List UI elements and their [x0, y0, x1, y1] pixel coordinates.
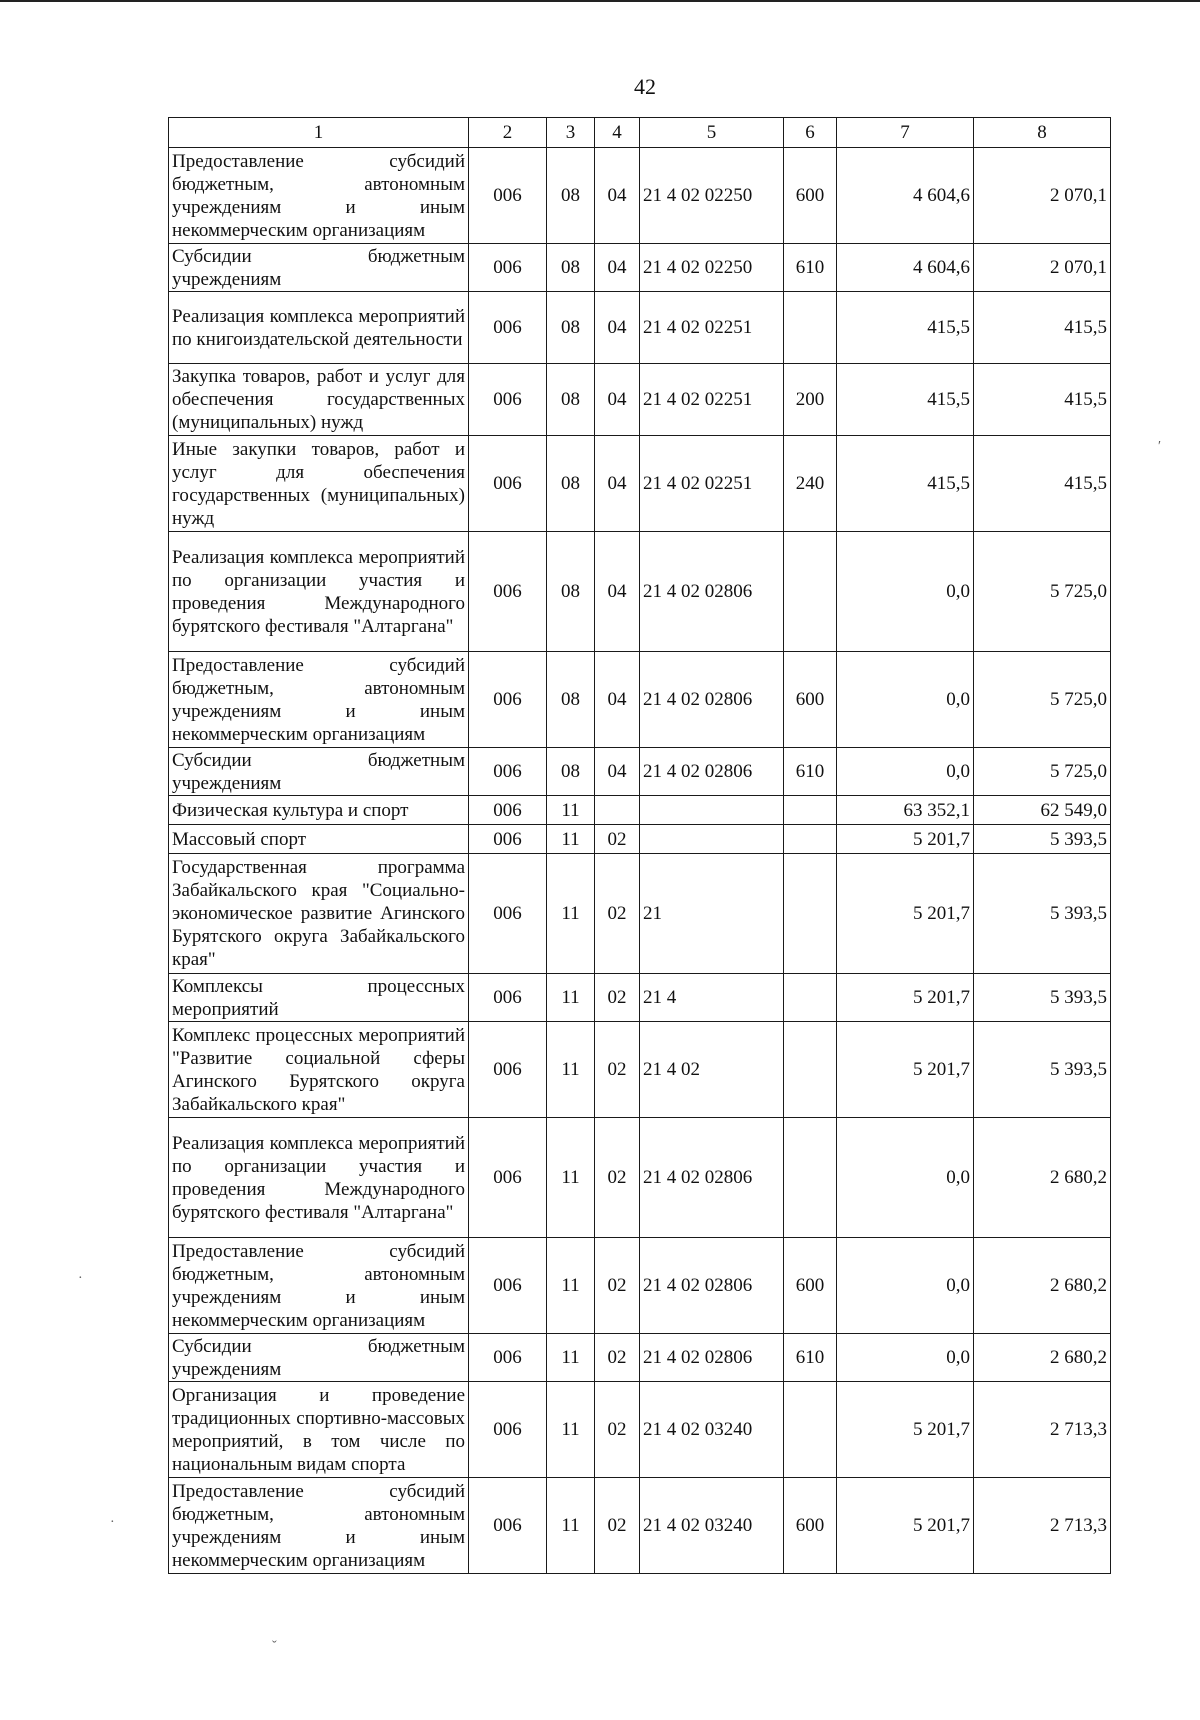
- amount-cell: 5 201,7: [837, 1382, 974, 1478]
- expense-type-cell: 600: [784, 652, 837, 748]
- amount-cell: 5 725,0: [974, 652, 1111, 748]
- amount-cell: 2 713,3: [974, 1478, 1111, 1574]
- section-cell: 11: [547, 974, 595, 1022]
- subsection-cell: 02: [595, 825, 640, 854]
- code-cell: 006: [469, 148, 547, 244]
- expense-type-cell: 200: [784, 364, 837, 436]
- target-article-cell: 21 4 02 02806: [640, 1334, 784, 1382]
- row-name-cell: Иные закупки товаров, работ и услуг для обеспечения государственных (муниципальных) нужд: [169, 436, 469, 532]
- amount-cell: 5 725,0: [974, 532, 1111, 652]
- amount-cell: 415,5: [837, 292, 974, 364]
- target-article-cell: 21 4 02: [640, 1022, 784, 1118]
- row-name-cell: Предоставление субсидий бюджетным, автономным учреждениям и иным некоммерческим организациям: [169, 148, 469, 244]
- section-cell: 11: [547, 1118, 595, 1238]
- amount-cell: 5 201,7: [837, 974, 974, 1022]
- amount-cell: 2 713,3: [974, 1382, 1111, 1478]
- column-header: 5: [640, 118, 784, 148]
- table-body: [169, 118, 1111, 1574]
- row-name-cell: Государственная программа Забайкальского края "Социально-экономическое развитие Агинского Бурятского округа Забайкальского края": [169, 854, 469, 974]
- budget-table: [168, 117, 1111, 1574]
- target-article-cell: 21 4 02 02251: [640, 436, 784, 532]
- target-article-cell: 21 4 02 02806: [640, 1118, 784, 1238]
- target-article-cell: [640, 825, 784, 854]
- table-row: [169, 1334, 1111, 1382]
- row-name-cell: Реализация комплекса мероприятий по организации участия и проведения Международного бурятского фестиваля "Алтаргана": [169, 532, 469, 652]
- row-name-cell: Комплекс процессных мероприятий "Развитие социальной сферы Агинского Бурятского округа Забайкальского края": [169, 1022, 469, 1118]
- section-cell: 08: [547, 244, 595, 292]
- table-row: [169, 748, 1111, 796]
- subsection-cell: 02: [595, 1382, 640, 1478]
- expense-type-cell: 610: [784, 748, 837, 796]
- row-name-cell: Реализация комплекса мероприятий по книгоиздательской деятельности: [169, 292, 469, 364]
- subsection-cell: 02: [595, 1238, 640, 1334]
- amount-cell: 0,0: [837, 1334, 974, 1382]
- code-cell: 006: [469, 854, 547, 974]
- row-name-cell: Субсидии бюджетным учреждениям: [169, 748, 469, 796]
- table-row: [169, 532, 1111, 652]
- code-cell: 006: [469, 1118, 547, 1238]
- table-row: [169, 148, 1111, 244]
- amount-cell: 5 201,7: [837, 825, 974, 854]
- target-article-cell: [640, 796, 784, 825]
- subsection-cell: 04: [595, 364, 640, 436]
- code-cell: 006: [469, 1382, 547, 1478]
- subsection-cell: 04: [595, 748, 640, 796]
- table-row: [169, 796, 1111, 825]
- code-cell: 006: [469, 652, 547, 748]
- amount-cell: 0,0: [837, 1238, 974, 1334]
- table-row: [169, 974, 1111, 1022]
- expense-type-cell: 240: [784, 436, 837, 532]
- amount-cell: 4 604,6: [837, 244, 974, 292]
- expense-type-cell: 610: [784, 1334, 837, 1382]
- column-number-row: [169, 118, 1111, 148]
- subsection-cell: 02: [595, 1118, 640, 1238]
- scan-speck: ·: [78, 1271, 83, 1286]
- subsection-cell: 04: [595, 292, 640, 364]
- column-header: 8: [974, 118, 1111, 148]
- code-cell: 006: [469, 244, 547, 292]
- section-cell: 11: [547, 854, 595, 974]
- subsection-cell: 04: [595, 148, 640, 244]
- section-cell: 11: [547, 825, 595, 854]
- row-name-cell: Комплексы процессных мероприятий: [169, 974, 469, 1022]
- subsection-cell: 02: [595, 854, 640, 974]
- row-name-cell: Организация и проведение традиционных спортивно-массовых мероприятий, в том числе по национальным видам спорта: [169, 1382, 469, 1478]
- code-cell: 006: [469, 1334, 547, 1382]
- column-header: 2: [469, 118, 547, 148]
- amount-cell: 2 070,1: [974, 244, 1111, 292]
- expense-type-cell: [784, 1022, 837, 1118]
- amount-cell: 415,5: [974, 292, 1111, 364]
- amount-cell: 2 680,2: [974, 1118, 1111, 1238]
- amount-cell: 415,5: [974, 436, 1111, 532]
- table-row: [169, 436, 1111, 532]
- expense-type-cell: [784, 796, 837, 825]
- expense-type-cell: [784, 854, 837, 974]
- page-number: 42: [634, 74, 656, 99]
- expense-type-cell: 600: [784, 1478, 837, 1574]
- subsection-cell: 04: [595, 532, 640, 652]
- target-article-cell: 21 4 02 02251: [640, 292, 784, 364]
- table-row: [169, 652, 1111, 748]
- amount-cell: 5 725,0: [974, 748, 1111, 796]
- section-cell: 11: [547, 1334, 595, 1382]
- table-row: [169, 825, 1111, 854]
- amount-cell: 63 352,1: [837, 796, 974, 825]
- table-row: [169, 364, 1111, 436]
- target-article-cell: 21 4 02 02806: [640, 1238, 784, 1334]
- expense-type-cell: 600: [784, 1238, 837, 1334]
- subsection-cell: 02: [595, 974, 640, 1022]
- amount-cell: 5 393,5: [974, 1022, 1111, 1118]
- row-name-cell: Закупка товаров, работ и услуг для обеспечения государственных (муниципальных) нужд: [169, 364, 469, 436]
- expense-type-cell: 610: [784, 244, 837, 292]
- amount-cell: 0,0: [837, 748, 974, 796]
- scan-top-edge: [0, 0, 1200, 2]
- target-article-cell: 21 4: [640, 974, 784, 1022]
- expense-type-cell: [784, 825, 837, 854]
- section-cell: 08: [547, 148, 595, 244]
- expense-type-cell: [784, 292, 837, 364]
- row-name-cell: Реализация комплекса мероприятий по организации участия и проведения Международного бурятского фестиваля "Алтаргана": [169, 1118, 469, 1238]
- code-cell: 006: [469, 532, 547, 652]
- table-row: [169, 1118, 1111, 1238]
- section-cell: 11: [547, 1238, 595, 1334]
- amount-cell: 5 393,5: [974, 974, 1111, 1022]
- target-article-cell: 21 4 02 03240: [640, 1478, 784, 1574]
- target-article-cell: 21 4 02 02806: [640, 532, 784, 652]
- expense-type-cell: [784, 532, 837, 652]
- expense-type-cell: [784, 1382, 837, 1478]
- amount-cell: 62 549,0: [974, 796, 1111, 825]
- row-name-cell: Физическая культура и спорт: [169, 796, 469, 825]
- amount-cell: 2 680,2: [974, 1238, 1111, 1334]
- scan-speck: ˇ: [272, 1639, 277, 1654]
- expense-type-cell: [784, 974, 837, 1022]
- row-name-cell: Массовый спорт: [169, 825, 469, 854]
- amount-cell: 415,5: [837, 436, 974, 532]
- amount-cell: 5 393,5: [974, 825, 1111, 854]
- table-row: [169, 1022, 1111, 1118]
- amount-cell: 4 604,6: [837, 148, 974, 244]
- amount-cell: 5 201,7: [837, 1022, 974, 1118]
- amount-cell: 415,5: [837, 364, 974, 436]
- code-cell: 006: [469, 1478, 547, 1574]
- row-name-cell: Предоставление субсидий бюджетным, автономным учреждениям и иным некоммерческим организациям: [169, 1238, 469, 1334]
- subsection-cell: 02: [595, 1022, 640, 1118]
- column-header: 1: [169, 118, 469, 148]
- section-cell: 08: [547, 436, 595, 532]
- table-row: [169, 1238, 1111, 1334]
- code-cell: 006: [469, 436, 547, 532]
- amount-cell: 415,5: [974, 364, 1111, 436]
- scan-speck: ·: [110, 1515, 115, 1530]
- amount-cell: 0,0: [837, 532, 974, 652]
- target-article-cell: 21 4 02 02251: [640, 364, 784, 436]
- section-cell: 08: [547, 292, 595, 364]
- code-cell: 006: [469, 292, 547, 364]
- table-row: [169, 244, 1111, 292]
- code-cell: 006: [469, 364, 547, 436]
- amount-cell: 5 393,5: [974, 854, 1111, 974]
- code-cell: 006: [469, 796, 547, 825]
- row-name-cell: Субсидии бюджетным учреждениям: [169, 244, 469, 292]
- target-article-cell: 21 4 02 02806: [640, 652, 784, 748]
- section-cell: 11: [547, 1022, 595, 1118]
- column-header: 4: [595, 118, 640, 148]
- code-cell: 006: [469, 748, 547, 796]
- row-name-cell: Предоставление субсидий бюджетным, автономным учреждениям и иным некоммерческим организациям: [169, 652, 469, 748]
- subsection-cell: 04: [595, 436, 640, 532]
- target-article-cell: 21 4 02 02806: [640, 748, 784, 796]
- section-cell: 08: [547, 364, 595, 436]
- code-cell: 006: [469, 825, 547, 854]
- subsection-cell: [595, 796, 640, 825]
- section-cell: 11: [547, 1478, 595, 1574]
- amount-cell: 2 070,1: [974, 148, 1111, 244]
- target-article-cell: 21 4 02 02250: [640, 244, 784, 292]
- section-cell: 08: [547, 748, 595, 796]
- scan-speck: ′: [1158, 439, 1162, 454]
- column-header: 7: [837, 118, 974, 148]
- amount-cell: 0,0: [837, 652, 974, 748]
- amount-cell: 5 201,7: [837, 1478, 974, 1574]
- table-row: [169, 854, 1111, 974]
- column-header: 6: [784, 118, 837, 148]
- section-cell: 08: [547, 652, 595, 748]
- subsection-cell: 02: [595, 1334, 640, 1382]
- column-header: 3: [547, 118, 595, 148]
- code-cell: 006: [469, 1022, 547, 1118]
- row-name-cell: Предоставление субсидий бюджетным, автономным учреждениям и иным некоммерческим организациям: [169, 1478, 469, 1574]
- table-row: [169, 1478, 1111, 1574]
- code-cell: 006: [469, 974, 547, 1022]
- subsection-cell: 02: [595, 1478, 640, 1574]
- target-article-cell: 21 4 02 03240: [640, 1382, 784, 1478]
- amount-cell: 0,0: [837, 1118, 974, 1238]
- section-cell: 11: [547, 796, 595, 825]
- table-row: [169, 292, 1111, 364]
- amount-cell: 5 201,7: [837, 854, 974, 974]
- section-cell: 08: [547, 532, 595, 652]
- target-article-cell: 21: [640, 854, 784, 974]
- expense-type-cell: 600: [784, 148, 837, 244]
- subsection-cell: 04: [595, 652, 640, 748]
- row-name-cell: Субсидии бюджетным учреждениям: [169, 1334, 469, 1382]
- expense-type-cell: [784, 1118, 837, 1238]
- table-row: [169, 1382, 1111, 1478]
- target-article-cell: 21 4 02 02250: [640, 148, 784, 244]
- section-cell: 11: [547, 1382, 595, 1478]
- amount-cell: 2 680,2: [974, 1334, 1111, 1382]
- code-cell: 006: [469, 1238, 547, 1334]
- subsection-cell: 04: [595, 244, 640, 292]
